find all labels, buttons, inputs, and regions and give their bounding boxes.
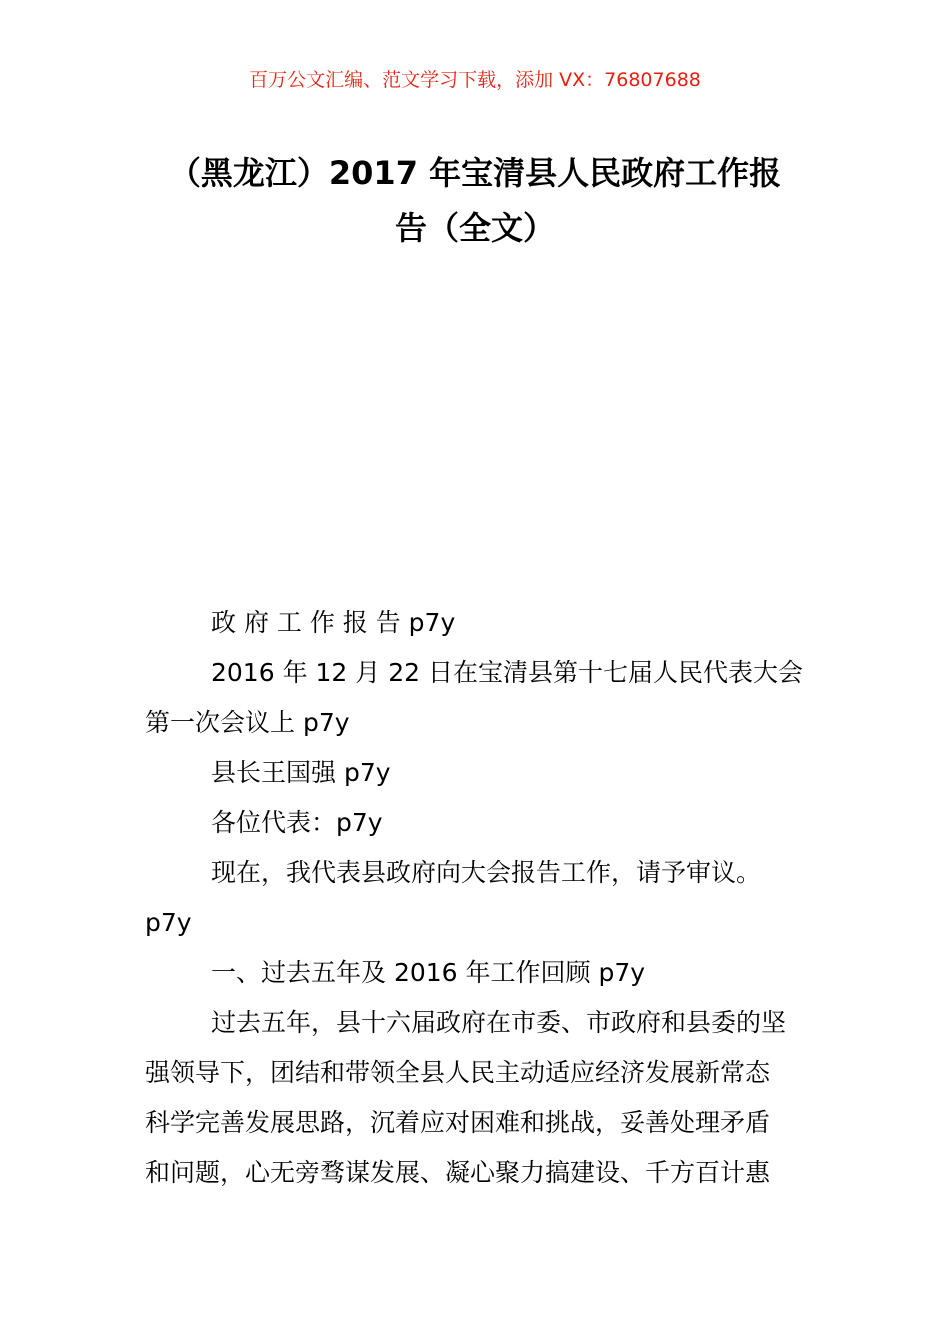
watermark-header-note: 百万公文汇编、范文学习下载，添加 VX：76807688 [249, 69, 701, 91]
paragraph-line: 科学完善发展思路，沉着应对困难和挑战，妥善处理矛盾 [145, 1108, 771, 1137]
speaker-line: 县长王国强 p7y [211, 758, 391, 787]
paragraph-line: 现在，我代表县政府向大会报告工作，请予审议。 [211, 858, 762, 887]
paragraph-line: 强领导下，团结和带领全县人民主动适应经济发展新常态 [145, 1058, 771, 1087]
salutation-line: 各位代表：p7y [211, 808, 383, 837]
paragraph-line: 过去五年，县十六届政府在市委、市政府和县委的坚 [211, 1008, 787, 1037]
section-heading-line: 一、过去五年及 2016 年工作回顾 p7y [211, 958, 646, 987]
report-heading-line: 政 府 工 作 报 告 p7y [211, 608, 456, 637]
meeting-date-line: 2016 年 12 月 22 日在宝清县第十七届人民代表大会 [211, 658, 803, 687]
document-title-line-2: 告（全文） [394, 209, 555, 247]
meeting-date-line-continued: 第一次会议上 p7y [145, 708, 350, 737]
paragraph-line: 和问题，心无旁骛谋发展、凝心聚力搞建设、千方百计惠 [145, 1158, 771, 1187]
document-title-line-1: （黑龙江）2017 年宝清县人民政府工作报 [168, 154, 782, 192]
paragraph-line: p7y [145, 908, 192, 937]
document-body [145, 598, 810, 1198]
document-title [145, 146, 805, 256]
